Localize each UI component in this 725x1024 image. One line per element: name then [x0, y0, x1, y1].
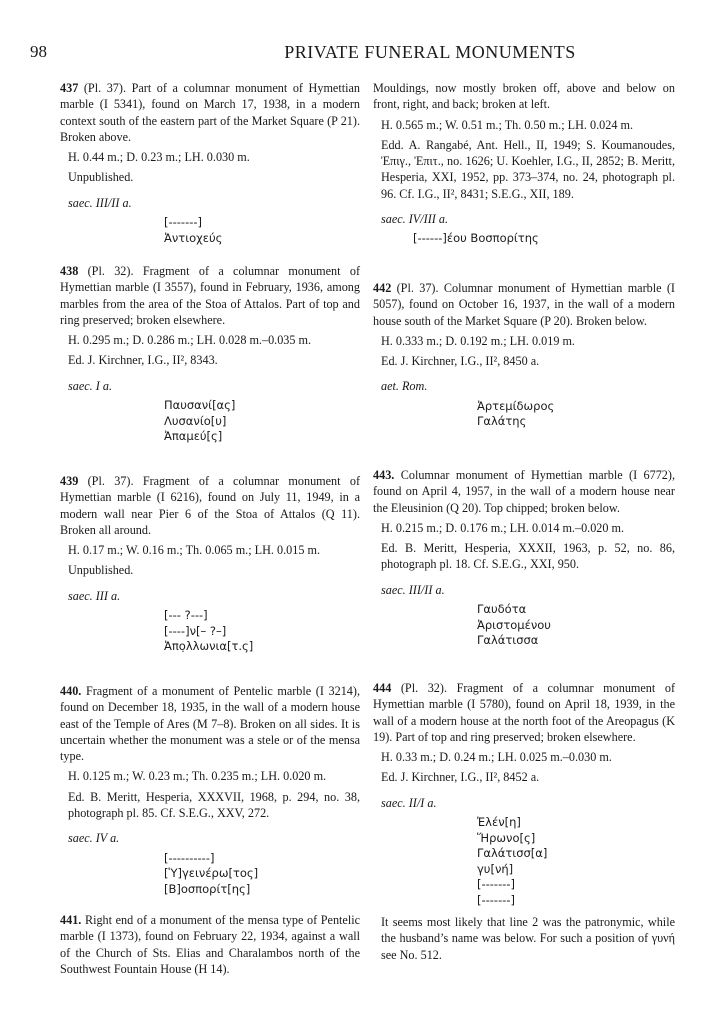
entry-number: 444	[373, 681, 392, 695]
inscription	[164, 608, 360, 655]
inscription-line: [Ὑ]γεινέρω[τος]	[164, 866, 259, 881]
inscription	[413, 231, 675, 247]
inscription-line: [----------]	[164, 850, 215, 865]
inscription	[164, 398, 360, 445]
inscription-line: γυ[νή]	[477, 861, 514, 876]
inscription-line: [-------]	[164, 215, 203, 230]
entry-number: 443.	[373, 468, 395, 482]
entry-number: 441.	[60, 913, 82, 927]
edition: Ed. J. Kirchner, I.G., II², 8343.	[68, 353, 218, 368]
measurements: H. 0.33 m.; D. 0.24 m.; LH. 0.025 m.–0.030 m.	[381, 750, 612, 765]
edition: Unpublished.	[68, 563, 134, 578]
measurements: H. 0.125 m.; W. 0.23 m.; Th. 0.235 m.; LH. 0.020 m.	[68, 769, 327, 784]
entry-number: 438	[60, 264, 79, 278]
inscription-line: Ἀρτεμίδωρος	[477, 398, 555, 413]
entry-437	[60, 80, 360, 246]
entry-description: (Pl. 32). Fragment of a columnar monument of Hymettian marble (I 5780), found on April 18, 1939, in the wall of a modern house at the north foot of the Areopagus (K 19). Part of top and ring preserved; broken elsewhere.	[373, 681, 676, 744]
inscription	[477, 815, 675, 908]
inscription-line: Γαλάτισσ[α]	[477, 846, 548, 861]
entry-description: (Pl. 32). Fragment of a columnar monument of Hymettian marble (I 3557), found in February, 1936, among marbles from the area of the Stoa of Attalos. Part of top and ring preserved; broken elsewhere.	[60, 264, 361, 327]
edition: Unpublished.	[68, 170, 134, 185]
entry-number: 440.	[60, 684, 82, 698]
entry-439	[60, 473, 360, 655]
edition: Ed. J. Kirchner, I.G., II², 8450 a.	[381, 354, 540, 369]
inscription-line: Ἀπο̣λλωνια[τ.ς]	[164, 639, 254, 654]
inscription-line: Γαλάτης	[477, 414, 527, 429]
edition: Ed. B. Meritt, Hesperia, XXXVII, 1968, p. 294, no. 38, photograph pl. 85. Cf. S.E.G., XXV, 272.	[68, 789, 360, 821]
page-number: 98	[30, 42, 47, 61]
inscription-line: [-------]	[477, 877, 516, 892]
inscription-line: Ἀντιοχεύς	[164, 230, 223, 245]
measurements: H. 0.333 m.; D. 0.192 m.; LH. 0.019 m.	[381, 333, 575, 348]
commentary: It seems most likely that line 2 was the patronymic, while the husband’s name was below. For such a position of γυνή see No. 512.	[381, 915, 675, 962]
inscription-line: Ἥρωνο[ς]	[477, 830, 536, 845]
running-head: PRIVATE FUNERAL MONUMENTS	[284, 42, 576, 62]
entry-description: Columnar monument of Hymettian marble (I 6772), found on April 4, 1957, in the wall of a modern house near the Eleusinion (Q 20). Top chipped; broken below.	[373, 468, 675, 515]
measurements: H. 0.215 m.; D. 0.176 m.; LH. 0.014 m.–0.020 m.	[381, 520, 625, 535]
entry-description: Right end of a monument of the mensa type of Pentelic marble (I 1373), found on February 22, 1934, against a wall of the Church of Sts. Elias and Charalambos north of the Southwest Fountain House (H 14).	[60, 913, 361, 976]
inscription	[477, 602, 675, 649]
inscription	[477, 399, 675, 430]
date: saec. IV a.	[68, 831, 120, 846]
date: aet. Rom.	[381, 379, 428, 394]
date: saec. II/I a.	[381, 795, 437, 810]
inscription-line: Λυσανίο[υ]	[164, 413, 227, 428]
date: saec. III/II a.	[381, 582, 445, 597]
entry-number: 439	[60, 474, 79, 488]
entry-441	[60, 912, 360, 977]
entry-number: 442	[373, 281, 392, 295]
entry-description: (Pl. 37). Part of a columnar monument of Hymettian marble (I 5341), found on March 17, 1938, in a modern context south of the eastern part of the Market Square (P 21). Broken above.	[60, 81, 360, 144]
entry-440	[60, 683, 360, 897]
entry-443	[373, 467, 675, 649]
measurements: H. 0.295 m.; D. 0.286 m.; LH. 0.028 m.–0.035 m.	[68, 333, 312, 348]
inscription	[164, 215, 360, 246]
date: saec. IV/III a.	[381, 212, 449, 227]
edition: Edd. A. Rangabé, Ant. Hell., II, 1949; S. Koumanoudes, Ἐπιγ., Ἐπιτ., no. 1626; U. Koehler, I.G., II, 2852; B. Meritt, Hesperia, XXI, 1952, pp. 373–374, no. 24, photograph pl. 96. Cf. I.G., II², 8431; S.E.G., XII, 189.	[381, 137, 675, 201]
inscription-line: [----]ν[– ?–]	[164, 623, 227, 638]
inscription-line: [------]έου Βοσπορίτης	[413, 231, 539, 246]
inscription-line: [--- ?---]	[164, 608, 208, 623]
date: saec. III a.	[68, 588, 121, 603]
inscription-line: Γαυδότα	[477, 602, 527, 617]
entry-442	[373, 280, 675, 430]
date: saec. I a.	[68, 378, 112, 393]
inscription-line: [-------]	[477, 892, 516, 907]
entry-description: (Pl. 37). Fragment of a columnar monument of Hymettian marble (I 6216), found on July 11, 1949, in a modern wall near Pier 6 of the Stoa of Attalos (Q 11). Broken all around.	[60, 474, 361, 537]
inscription-line: Γαλάτισσα	[477, 633, 539, 648]
inscription-line: Ἀριστομένου	[477, 617, 551, 632]
inscription-line: Ἐλέν[η]	[477, 815, 521, 830]
edition: Ed. B. Meritt, Hesperia, XXXII, 1963, p. 52, no. 86, photograph pl. 18. Cf. S.E.G., XXI, 950.	[381, 541, 675, 572]
entry-444	[373, 680, 675, 963]
entry-438	[60, 263, 360, 445]
entry-441-continued	[373, 80, 675, 247]
inscription-line: [Β]οσπορίτ[ης]	[164, 881, 251, 896]
entry-description: Mouldings, now mostly broken off, above and below on front, right, and back; broken at left.	[373, 81, 675, 112]
inscription-line: Ἀπαμεύ[ς]	[164, 429, 223, 444]
inscription-line: Παυσανί[ας]	[164, 398, 236, 413]
inscription	[164, 851, 360, 898]
date: saec. III/II a.	[68, 195, 132, 210]
measurements: H. 0.44 m.; D. 0.23 m.; LH. 0.030 m.	[68, 150, 250, 165]
entry-description: (Pl. 37). Columnar monument of Hymettian marble (I 5057), found on October 16, 1937, in the wall of a modern house south of the Market Square (P 20). Broken below.	[373, 281, 675, 328]
entry-number: 437	[60, 81, 79, 95]
measurements: H. 0.17 m.; W. 0.16 m.; Th. 0.065 m.; LH. 0.015 m.	[68, 543, 320, 558]
edition: Ed. J. Kirchner, I.G., II², 8452 a.	[381, 770, 540, 785]
entry-description: Fragment of a monument of Pentelic marble (I 3214), found on December 18, 1935, in the wall of a modern house east of the Temple of Ares (M 7–8). Broken on all sides. It is uncertain whether the monument was a stele or of the mensa type.	[60, 684, 361, 764]
measurements: H. 0.565 m.; W. 0.51 m.; Th. 0.50 m.; LH. 0.024 m.	[381, 117, 633, 132]
